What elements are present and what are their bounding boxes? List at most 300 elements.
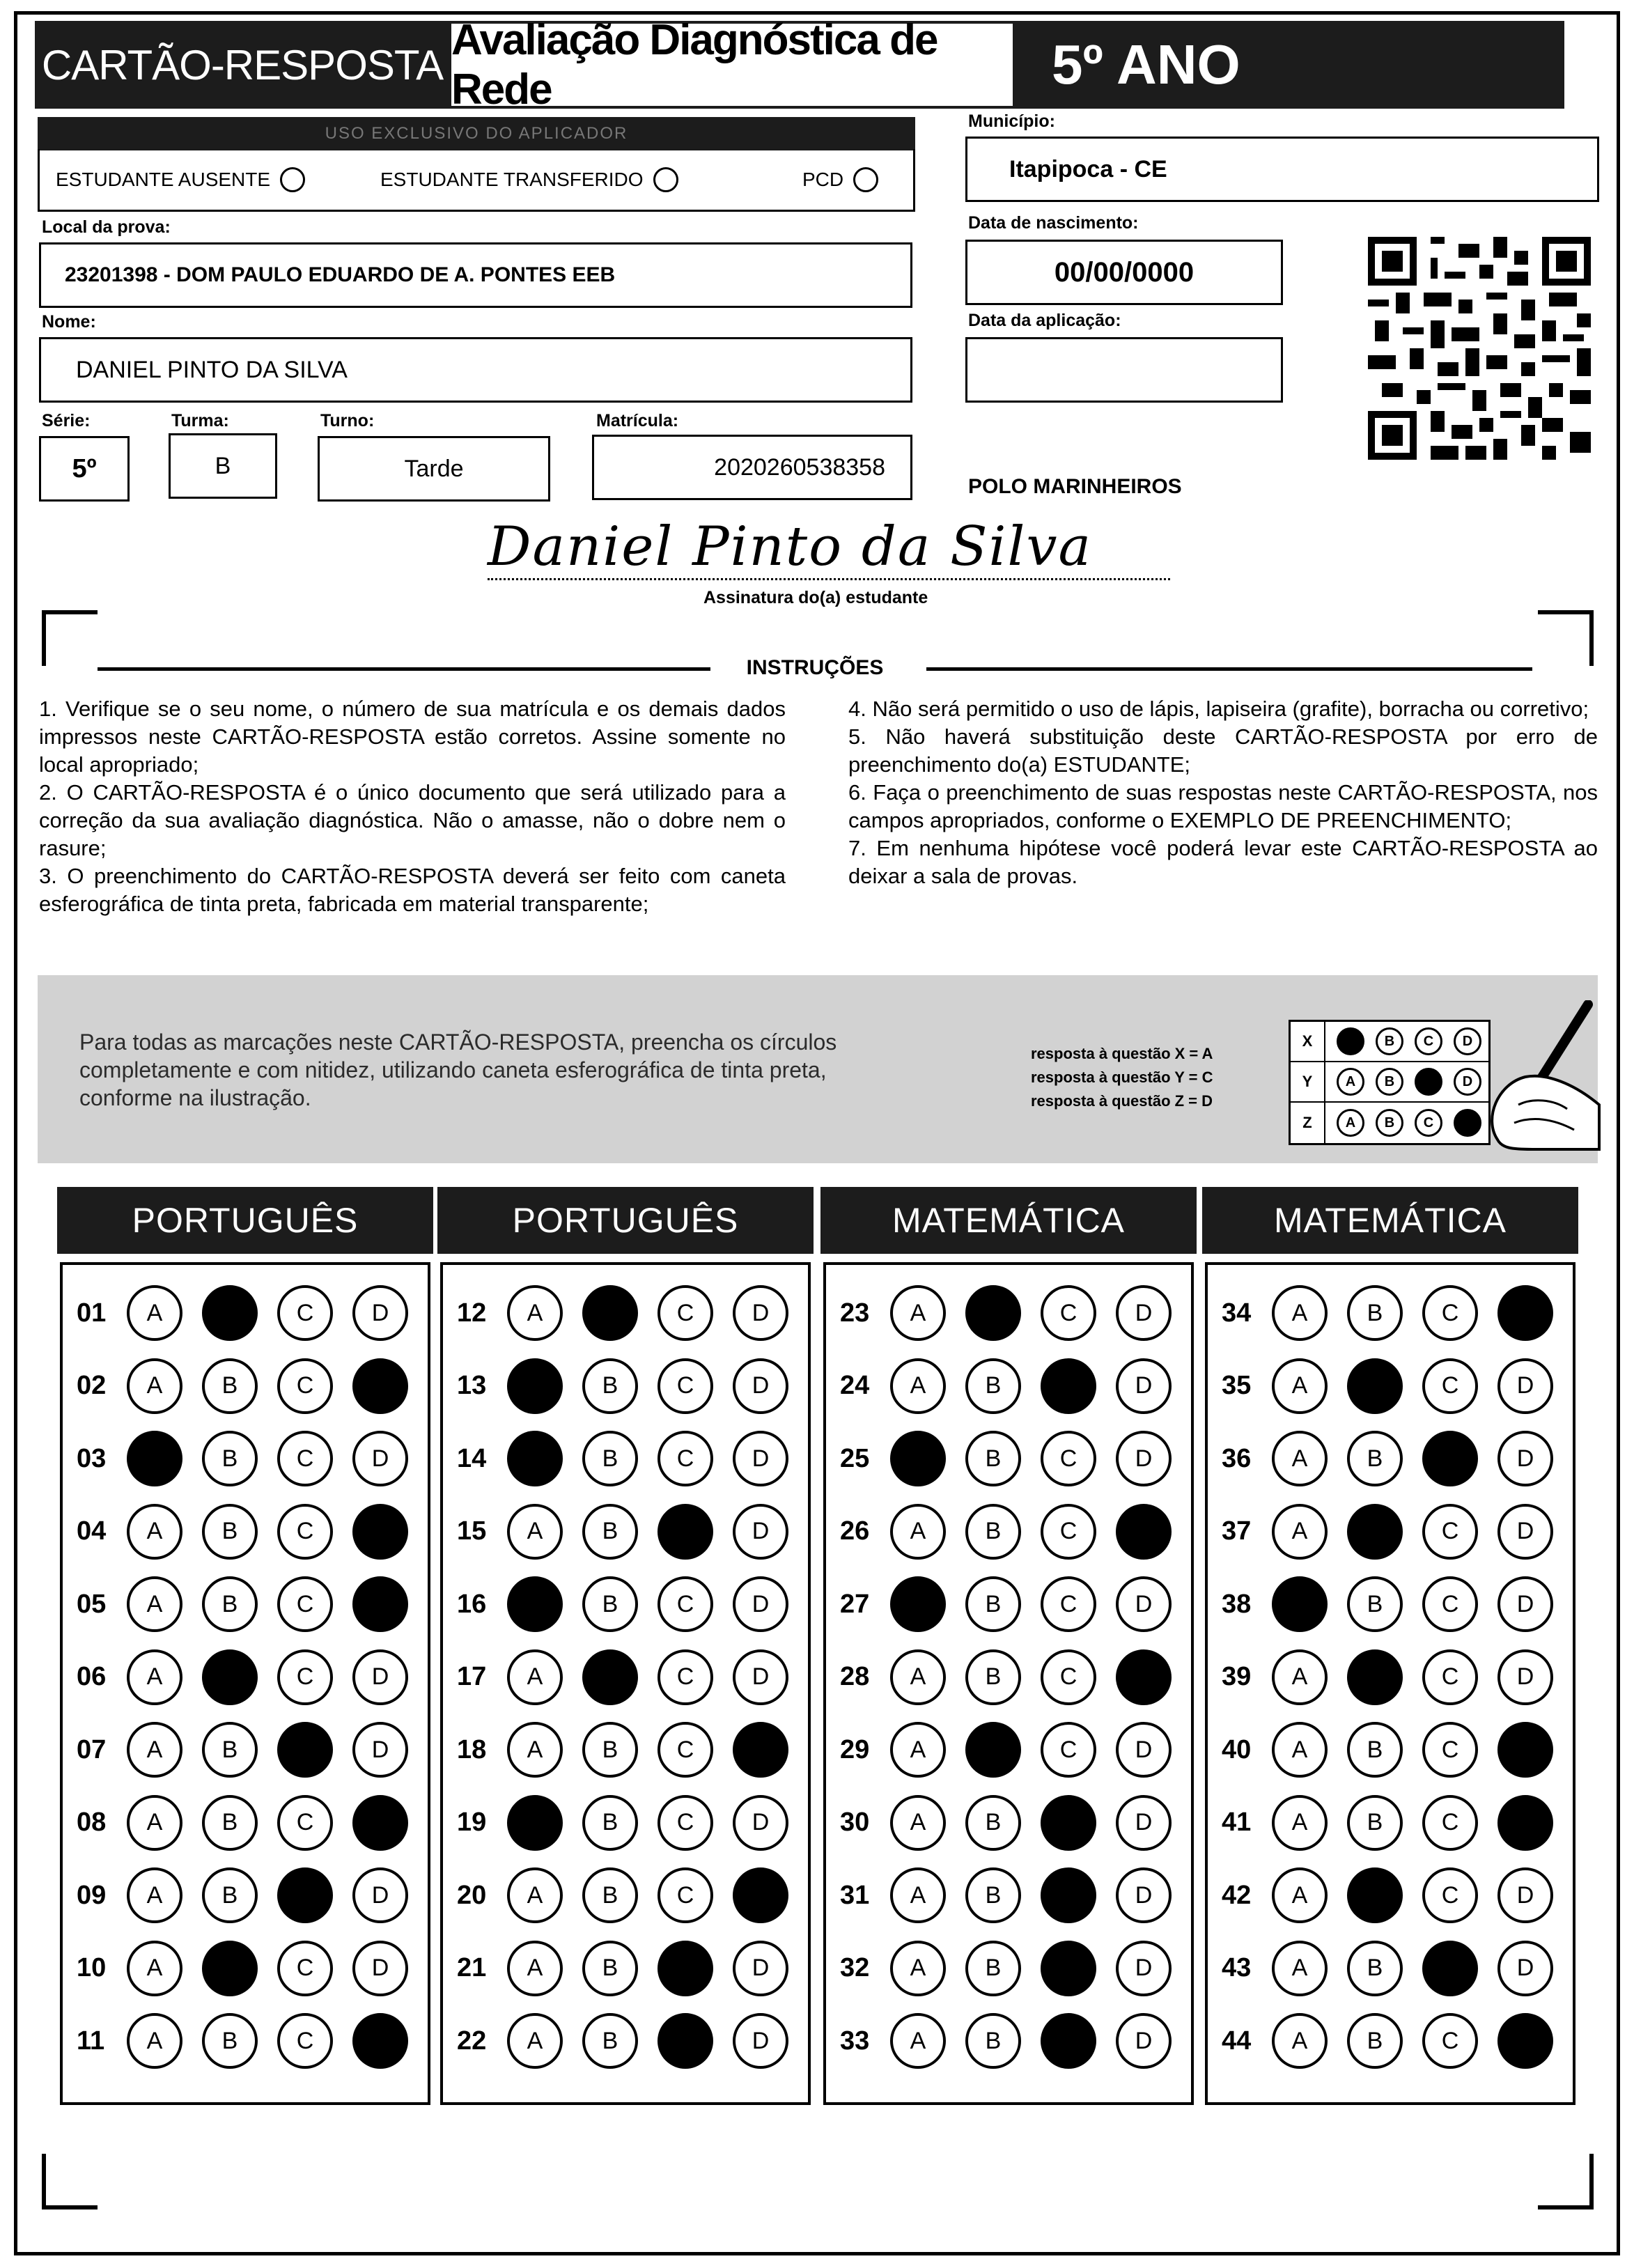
answer-bubble-a[interactable] <box>507 1431 563 1486</box>
answer-bubble-d[interactable]: D <box>352 1867 408 1923</box>
answer-bubble-c[interactable] <box>658 1941 713 1996</box>
answer-bubble-b[interactable]: B <box>965 1358 1021 1414</box>
nome-label: Nome: <box>42 312 96 332</box>
question-row <box>77 1573 428 1636</box>
answer-bubble-b[interactable] <box>202 1941 258 1996</box>
question-number: 22 <box>457 2026 487 2056</box>
answer-bubble-b[interactable]: B <box>965 1867 1021 1923</box>
answer-bubble-a[interactable]: A <box>1272 1504 1328 1560</box>
answer-bubble-b[interactable] <box>965 1285 1021 1341</box>
example-bubble: A <box>1337 1109 1364 1137</box>
evaluation-title: Avaliação Diagnóstica de Rede <box>451 24 1013 106</box>
answer-bubble-d[interactable]: D <box>1497 1649 1553 1705</box>
instructions-rule-right <box>926 667 1532 671</box>
answer-bubble-a[interactable]: A <box>127 1795 182 1851</box>
municipio-value: Itapipoca - CE <box>1009 155 1167 182</box>
answer-bubble-d[interactable]: D <box>1497 1358 1553 1414</box>
answer-bubble-d[interactable]: D <box>1497 1941 1553 1996</box>
example-bubble: B <box>1376 1109 1403 1137</box>
example-bubble <box>1415 1068 1442 1096</box>
answer-bubble-d[interactable]: D <box>1497 1576 1553 1632</box>
question-number: 15 <box>457 1516 487 1546</box>
answer-bubble-c[interactable]: C <box>277 1941 333 1996</box>
answer-bubble-c[interactable] <box>1041 1867 1096 1923</box>
instruction-item: 5. Não haverá substituição deste CARTÃO-RESPOSTA por erro de preenchimento do(a) ESTUDANTE; <box>848 724 1598 777</box>
subject-header: PORTUGUÊS <box>57 1187 433 1254</box>
qr-code-icon <box>1368 237 1591 460</box>
answer-bubble-b[interactable] <box>202 1649 258 1705</box>
question-number: 34 <box>1222 1298 1252 1328</box>
question-row <box>77 1282 428 1344</box>
answer-bubble-c[interactable]: C <box>1422 1722 1478 1778</box>
question-row <box>77 1646 428 1709</box>
answer-bubble-b[interactable]: B <box>582 2013 638 2069</box>
answer-bubble-b[interactable]: B <box>202 1795 258 1851</box>
answer-bubble-c[interactable]: C <box>1422 1504 1478 1560</box>
answer-bubble-c[interactable]: C <box>277 1431 333 1486</box>
answer-bubble-a[interactable]: A <box>1272 1941 1328 1996</box>
answer-bubble-b[interactable]: B <box>965 1649 1021 1705</box>
transferred-radio[interactable] <box>653 167 678 192</box>
answer-bubble-a[interactable]: A <box>1272 1431 1328 1486</box>
turno-field <box>318 436 550 502</box>
question-number: 26 <box>840 1516 870 1546</box>
question-row <box>457 1282 808 1344</box>
question-number: 31 <box>840 1880 870 1910</box>
answer-bubble-a[interactable]: A <box>507 2013 563 2069</box>
answer-bubble-b[interactable]: B <box>202 1431 258 1486</box>
answer-bubble-a[interactable] <box>507 1576 563 1632</box>
answer-bubble-b[interactable] <box>1347 1649 1403 1705</box>
question-number: 27 <box>840 1589 870 1619</box>
answer-bubble-d[interactable]: D <box>1116 2013 1172 2069</box>
answer-bubble-a[interactable]: A <box>890 1722 946 1778</box>
answer-bubble-c[interactable]: C <box>1041 1504 1096 1560</box>
pcd-option[interactable] <box>802 167 878 192</box>
question-row <box>77 1355 428 1418</box>
question-row <box>840 1500 1191 1563</box>
question-row <box>457 1355 808 1418</box>
answer-bubble-b[interactable]: B <box>965 1795 1021 1851</box>
matricula-label: Matrícula: <box>596 411 679 430</box>
answer-bubble-c[interactable]: C <box>1422 1285 1478 1341</box>
question-row <box>840 1792 1191 1854</box>
corner-mark-top-right <box>1538 610 1594 666</box>
absent-label: ESTUDANTE AUSENTE <box>56 169 271 190</box>
matricula-field <box>592 435 912 500</box>
answer-bubble-c[interactable] <box>277 1867 333 1923</box>
example-row <box>1291 1022 1488 1062</box>
answer-bubble-a[interactable]: A <box>127 1504 182 1560</box>
answer-bubble-d[interactable]: D <box>352 1285 408 1341</box>
answer-bubble-b[interactable] <box>965 1722 1021 1778</box>
answer-bubble-b[interactable]: B <box>202 1576 258 1632</box>
answer-bubble-c[interactable]: C <box>1041 1576 1096 1632</box>
answer-bubble-a[interactable]: A <box>507 1504 563 1560</box>
pcd-label: PCD <box>802 169 844 190</box>
answer-bubble-a[interactable] <box>890 1431 946 1486</box>
nome-value: DANIEL PINTO DA SILVA <box>76 356 348 383</box>
turma-label: Turma: <box>171 411 229 430</box>
answer-bubble-a[interactable]: A <box>1272 1722 1328 1778</box>
question-number: 06 <box>77 1662 107 1691</box>
answer-bubble-a[interactable]: A <box>1272 1795 1328 1851</box>
answer-bubble-d[interactable] <box>1497 2013 1553 2069</box>
answer-bubble-a[interactable]: A <box>127 1649 182 1705</box>
question-row <box>457 1646 808 1709</box>
answer-bubble-a[interactable]: A <box>127 1867 182 1923</box>
answer-bubble-a[interactable] <box>507 1795 563 1851</box>
answer-bubble-c[interactable]: C <box>658 1358 713 1414</box>
answer-bubble-a[interactable]: A <box>890 1867 946 1923</box>
answer-bubble-d[interactable] <box>1116 1504 1172 1560</box>
question-number: 28 <box>840 1662 870 1691</box>
answer-bubble-b[interactable]: B <box>1347 1795 1403 1851</box>
question-row <box>457 1427 808 1490</box>
answer-bubble-d[interactable]: D <box>1116 1576 1172 1632</box>
absent-option[interactable] <box>56 167 305 192</box>
answer-bubble-b[interactable]: B <box>582 1941 638 1996</box>
answer-bubble-b[interactable]: B <box>965 1431 1021 1486</box>
answer-bubble-b[interactable]: B <box>1347 1722 1403 1778</box>
transferred-option[interactable] <box>380 167 678 192</box>
answer-bubble-d[interactable]: D <box>1116 1795 1172 1851</box>
answer-bubble-c[interactable]: C <box>658 1649 713 1705</box>
answer-bubble-d[interactable]: D <box>733 1504 788 1560</box>
answer-bubble-a[interactable] <box>1272 1576 1328 1632</box>
answer-bubble-c[interactable] <box>1041 1358 1096 1414</box>
question-number: 07 <box>77 1734 107 1764</box>
answer-bubble-a[interactable]: A <box>127 1941 182 1996</box>
question-row <box>1222 1282 1573 1344</box>
answer-bubble-a[interactable]: A <box>127 1722 182 1778</box>
answer-bubble-d[interactable] <box>352 1576 408 1632</box>
answer-bubble-b[interactable]: B <box>202 1867 258 1923</box>
answer-bubble-a[interactable]: A <box>890 1358 946 1414</box>
answer-bubble-c[interactable] <box>1041 1795 1096 1851</box>
answer-bubble-b[interactable]: B <box>1347 2013 1403 2069</box>
answer-bubble-a[interactable]: A <box>1272 2013 1328 2069</box>
question-row <box>457 1864 808 1927</box>
answer-bubble-d[interactable] <box>352 1504 408 1560</box>
answer-bubble-a[interactable]: A <box>1272 1649 1328 1705</box>
answer-bubble-d[interactable] <box>733 1867 788 1923</box>
answer-bubble-a[interactable]: A <box>890 1795 946 1851</box>
answer-bubble-d[interactable]: D <box>1116 1431 1172 1486</box>
subject-header: MATEMÁTICA <box>820 1187 1197 1254</box>
question-number: 32 <box>840 1953 870 1982</box>
grade-title: 5º ANO <box>1052 33 1240 95</box>
answer-bubble-c[interactable]: C <box>277 1576 333 1632</box>
example-legend-item: resposta à questão X = A <box>1031 1045 1213 1062</box>
answer-bubble-c[interactable]: C <box>277 1649 333 1705</box>
answer-bubble-b[interactable]: B <box>202 1504 258 1560</box>
answer-bubble-d[interactable]: D <box>1497 1504 1553 1560</box>
pcd-radio[interactable] <box>853 167 878 192</box>
turma-value: B <box>215 452 231 479</box>
student-signature: Daniel Pinto da Silva <box>488 515 1093 578</box>
answer-bubble-d[interactable]: D <box>1497 1867 1553 1923</box>
example-bubble: D <box>1454 1027 1481 1055</box>
example-bubble <box>1337 1027 1364 1055</box>
answer-bubble-b[interactable]: B <box>582 1504 638 1560</box>
answer-bubble-a[interactable]: A <box>507 1867 563 1923</box>
subject-header: PORTUGUÊS <box>437 1187 814 1254</box>
question-row <box>1222 1573 1573 1636</box>
answer-bubble-b[interactable]: B <box>1347 1285 1403 1341</box>
question-row <box>840 1427 1191 1490</box>
answer-bubble-d[interactable]: D <box>1116 1941 1172 1996</box>
question-row <box>840 1355 1191 1418</box>
example-text: Para todas as marcações neste CARTÃO-RESPOSTA, preencha os círculos completamente e com nitidez, utilizando caneta esferográfica de tinta preta, conforme na ilustração. <box>79 1030 837 1110</box>
answer-bubble-b[interactable] <box>582 1649 638 1705</box>
answer-bubble-c[interactable]: C <box>277 1358 333 1414</box>
answer-bubble-a[interactable]: A <box>127 1285 182 1341</box>
answer-bubble-b[interactable]: B <box>202 2013 258 2069</box>
question-row <box>840 1573 1191 1636</box>
answer-bubble-a[interactable] <box>127 1431 182 1486</box>
answer-bubble-b[interactable]: B <box>965 1576 1021 1632</box>
answer-bubble-b[interactable] <box>202 1285 258 1341</box>
answer-bubble-c[interactable]: C <box>658 1431 713 1486</box>
answer-bubble-c[interactable]: C <box>1422 1795 1478 1851</box>
example-row <box>1291 1103 1488 1143</box>
question-row <box>77 1937 428 2000</box>
question-number: 43 <box>1222 1953 1252 1982</box>
answer-bubble-d[interactable] <box>1497 1795 1553 1851</box>
answer-bubble-c[interactable] <box>1041 2013 1096 2069</box>
question-number: 16 <box>457 1589 487 1619</box>
answer-bubble-d[interactable]: D <box>733 1285 788 1341</box>
answer-bubble-a[interactable]: A <box>507 1941 563 1996</box>
instructions-right-column <box>848 695 1598 890</box>
question-row <box>1222 1718 1573 1781</box>
answer-bubble-b[interactable]: B <box>1347 1576 1403 1632</box>
answer-bubble-b[interactable]: B <box>582 1576 638 1632</box>
answer-bubble-c[interactable]: C <box>658 1576 713 1632</box>
local-label: Local da prova: <box>42 217 171 237</box>
answer-bubble-c[interactable]: C <box>658 1285 713 1341</box>
municipio-label: Município: <box>968 111 1055 131</box>
answer-bubble-c[interactable]: C <box>1422 1867 1478 1923</box>
answer-bubble-c[interactable]: C <box>277 1795 333 1851</box>
answer-bubble-b[interactable]: B <box>582 1431 638 1486</box>
question-number: 13 <box>457 1371 487 1400</box>
serie-value: 5º <box>72 453 97 483</box>
answer-bubble-d[interactable]: D <box>733 1649 788 1705</box>
question-number: 21 <box>457 1953 487 1982</box>
answer-bubble-c[interactable] <box>658 1504 713 1560</box>
turno-value: Tarde <box>404 455 464 482</box>
answer-bubble-d[interactable]: D <box>1116 1722 1172 1778</box>
answer-bubble-c[interactable] <box>1422 1431 1478 1486</box>
aplicacao-label: Data da aplicação: <box>968 311 1121 330</box>
question-row <box>1222 1937 1573 2000</box>
answer-bubble-b[interactable]: B <box>582 1722 638 1778</box>
question-number: 41 <box>1222 1808 1252 1837</box>
question-row <box>457 1792 808 1854</box>
answer-bubble-c[interactable]: C <box>658 1722 713 1778</box>
question-row <box>457 1937 808 2000</box>
answer-bubble-d[interactable]: D <box>352 1722 408 1778</box>
answer-bubble-c[interactable]: C <box>277 1504 333 1560</box>
answer-bubble-b[interactable]: B <box>202 1722 258 1778</box>
answer-bubble-d[interactable]: D <box>352 1431 408 1486</box>
absent-radio[interactable] <box>280 167 305 192</box>
answer-bubble-c[interactable]: C <box>1041 1431 1096 1486</box>
question-number: 23 <box>840 1298 870 1328</box>
answer-bubble-a[interactable]: A <box>890 1941 946 1996</box>
corner-mark-top-left <box>42 610 98 666</box>
answer-bubble-d[interactable]: D <box>1116 1358 1172 1414</box>
answer-bubble-b[interactable]: B <box>1347 1431 1403 1486</box>
answer-bubble-d[interactable]: D <box>733 1795 788 1851</box>
answer-bubble-b[interactable] <box>582 1285 638 1341</box>
answer-bubble-c[interactable]: C <box>1422 1358 1478 1414</box>
answer-bubble-a[interactable]: A <box>1272 1358 1328 1414</box>
answer-bubble-a[interactable]: A <box>127 1576 182 1632</box>
question-number: 05 <box>77 1589 107 1619</box>
answer-bubble-c[interactable]: C <box>1422 1649 1478 1705</box>
answer-bubble-c[interactable] <box>1041 1941 1096 1996</box>
question-row <box>840 2010 1191 2072</box>
answer-bubble-d[interactable]: D <box>733 1358 788 1414</box>
answer-bubble-a[interactable]: A <box>890 1504 946 1560</box>
answer-bubble-a[interactable]: A <box>127 1358 182 1414</box>
answer-bubble-a[interactable]: A <box>127 2013 182 2069</box>
answer-bubble-d[interactable]: D <box>1497 1431 1553 1486</box>
question-row <box>77 1864 428 1927</box>
answer-bubble-c[interactable]: C <box>1422 2013 1478 2069</box>
answer-bubble-d[interactable]: D <box>733 1431 788 1486</box>
answer-bubble-c[interactable]: C <box>1422 1576 1478 1632</box>
answer-bubble-c[interactable] <box>277 1722 333 1778</box>
question-number: 08 <box>77 1808 107 1837</box>
answer-bubble-b[interactable]: B <box>202 1358 258 1414</box>
answer-bubble-a[interactable]: A <box>507 1285 563 1341</box>
answer-bubble-d[interactable] <box>352 2013 408 2069</box>
answer-bubble-c[interactable]: C <box>658 1867 713 1923</box>
example-bubble: B <box>1376 1068 1403 1096</box>
answer-bubble-b[interactable]: B <box>582 1867 638 1923</box>
answer-bubble-c[interactable]: C <box>1041 1649 1096 1705</box>
answer-bubble-a[interactable] <box>890 1576 946 1632</box>
question-number: 38 <box>1222 1589 1252 1619</box>
answer-bubble-d[interactable]: D <box>733 1941 788 1996</box>
answer-bubble-c[interactable]: C <box>1041 1722 1096 1778</box>
question-number: 14 <box>457 1443 487 1473</box>
question-row <box>457 2010 808 2072</box>
question-number: 20 <box>457 1880 487 1910</box>
answer-bubble-b[interactable] <box>1347 1867 1403 1923</box>
question-row <box>457 1573 808 1636</box>
corner-mark-bottom-left <box>42 2154 98 2209</box>
answer-bubble-a[interactable]: A <box>1272 1285 1328 1341</box>
answer-bubble-d[interactable]: D <box>352 1941 408 1996</box>
answer-bubble-b[interactable]: B <box>582 1358 638 1414</box>
question-row <box>1222 1646 1573 1709</box>
answer-bubble-d[interactable] <box>1497 1722 1553 1778</box>
answer-bubble-d[interactable] <box>352 1358 408 1414</box>
question-row <box>1222 2010 1573 2072</box>
question-row <box>77 1718 428 1781</box>
answer-bubble-d[interactable]: D <box>733 1576 788 1632</box>
answer-bubble-c[interactable] <box>1422 1941 1478 1996</box>
example-bubble: C <box>1415 1109 1442 1137</box>
question-number: 10 <box>77 1953 107 1982</box>
turno-label: Turno: <box>320 411 375 430</box>
answer-bubble-d[interactable] <box>1497 1285 1553 1341</box>
answer-bubble-d[interactable] <box>352 1795 408 1851</box>
answer-bubble-b[interactable]: B <box>965 1941 1021 1996</box>
answer-bubble-b[interactable]: B <box>1347 1941 1403 1996</box>
instruction-item: 4. Não será permitido o uso de lápis, lapiseira (grafite), borracha ou corretivo; <box>848 697 1589 721</box>
signature-line <box>488 578 1170 580</box>
answer-bubble-c[interactable]: C <box>277 1285 333 1341</box>
answer-bubble-d[interactable]: D <box>733 2013 788 2069</box>
answer-bubble-b[interactable] <box>1347 1504 1403 1560</box>
answer-bubble-a[interactable] <box>507 1358 563 1414</box>
question-number: 04 <box>77 1516 107 1546</box>
answer-bubble-c[interactable]: C <box>658 1795 713 1851</box>
answer-bubble-a[interactable]: A <box>507 1649 563 1705</box>
answer-bubble-d[interactable] <box>1116 1649 1172 1705</box>
answer-bubble-c[interactable] <box>658 2013 713 2069</box>
answer-bubble-a[interactable]: A <box>890 1285 946 1341</box>
answer-bubble-d[interactable]: D <box>1116 1867 1172 1923</box>
answer-bubble-a[interactable]: A <box>507 1722 563 1778</box>
question-number: 37 <box>1222 1516 1252 1546</box>
question-number: 42 <box>1222 1880 1252 1910</box>
question-number: 09 <box>77 1880 107 1910</box>
question-number: 44 <box>1222 2026 1252 2056</box>
question-number: 19 <box>457 1808 487 1837</box>
question-row <box>840 1282 1191 1344</box>
local-value: 23201398 - DOM PAULO EDUARDO DE A. PONTES EEB <box>65 263 616 286</box>
question-row <box>840 1718 1191 1781</box>
municipio-field <box>965 137 1599 202</box>
question-row <box>1222 1427 1573 1490</box>
question-number: 11 <box>77 2026 105 2056</box>
answer-bubble-b[interactable] <box>1347 1358 1403 1414</box>
answer-bubble-d[interactable]: D <box>1116 1285 1172 1341</box>
turma-field <box>169 433 277 499</box>
serie-field <box>39 436 130 502</box>
answer-bubble-d[interactable]: D <box>352 1649 408 1705</box>
answer-bubble-c[interactable]: C <box>1041 1285 1096 1341</box>
answer-bubble-d[interactable] <box>733 1722 788 1778</box>
nascimento-label: Data de nascimento: <box>968 213 1139 233</box>
answer-bubble-a[interactable]: A <box>1272 1867 1328 1923</box>
question-number: 35 <box>1222 1371 1252 1400</box>
answer-bubble-b[interactable]: B <box>965 2013 1021 2069</box>
answer-bubble-c[interactable]: C <box>277 2013 333 2069</box>
question-number: 24 <box>840 1371 870 1400</box>
example-row <box>1291 1062 1488 1103</box>
answer-bubble-a[interactable]: A <box>890 2013 946 2069</box>
question-row <box>1222 1500 1573 1563</box>
corner-mark-bottom-right <box>1538 2154 1594 2209</box>
question-number: 02 <box>77 1371 107 1400</box>
example-bubble: C <box>1415 1027 1442 1055</box>
question-number: 25 <box>840 1443 870 1473</box>
answer-bubble-b[interactable]: B <box>582 1795 638 1851</box>
instruction-item: 2. O CARTÃO-RESPOSTA é o único documento que será utilizado para a correção da sua avaliação diagnóstica. Não o amasse, não o dobre nem o rasure; <box>39 780 786 860</box>
answer-bubble-a[interactable]: A <box>890 1649 946 1705</box>
example-row-key: Z <box>1291 1103 1325 1143</box>
answer-bubble-b[interactable]: B <box>965 1504 1021 1560</box>
polo-name: POLO MARINHEIROS <box>968 475 1182 498</box>
